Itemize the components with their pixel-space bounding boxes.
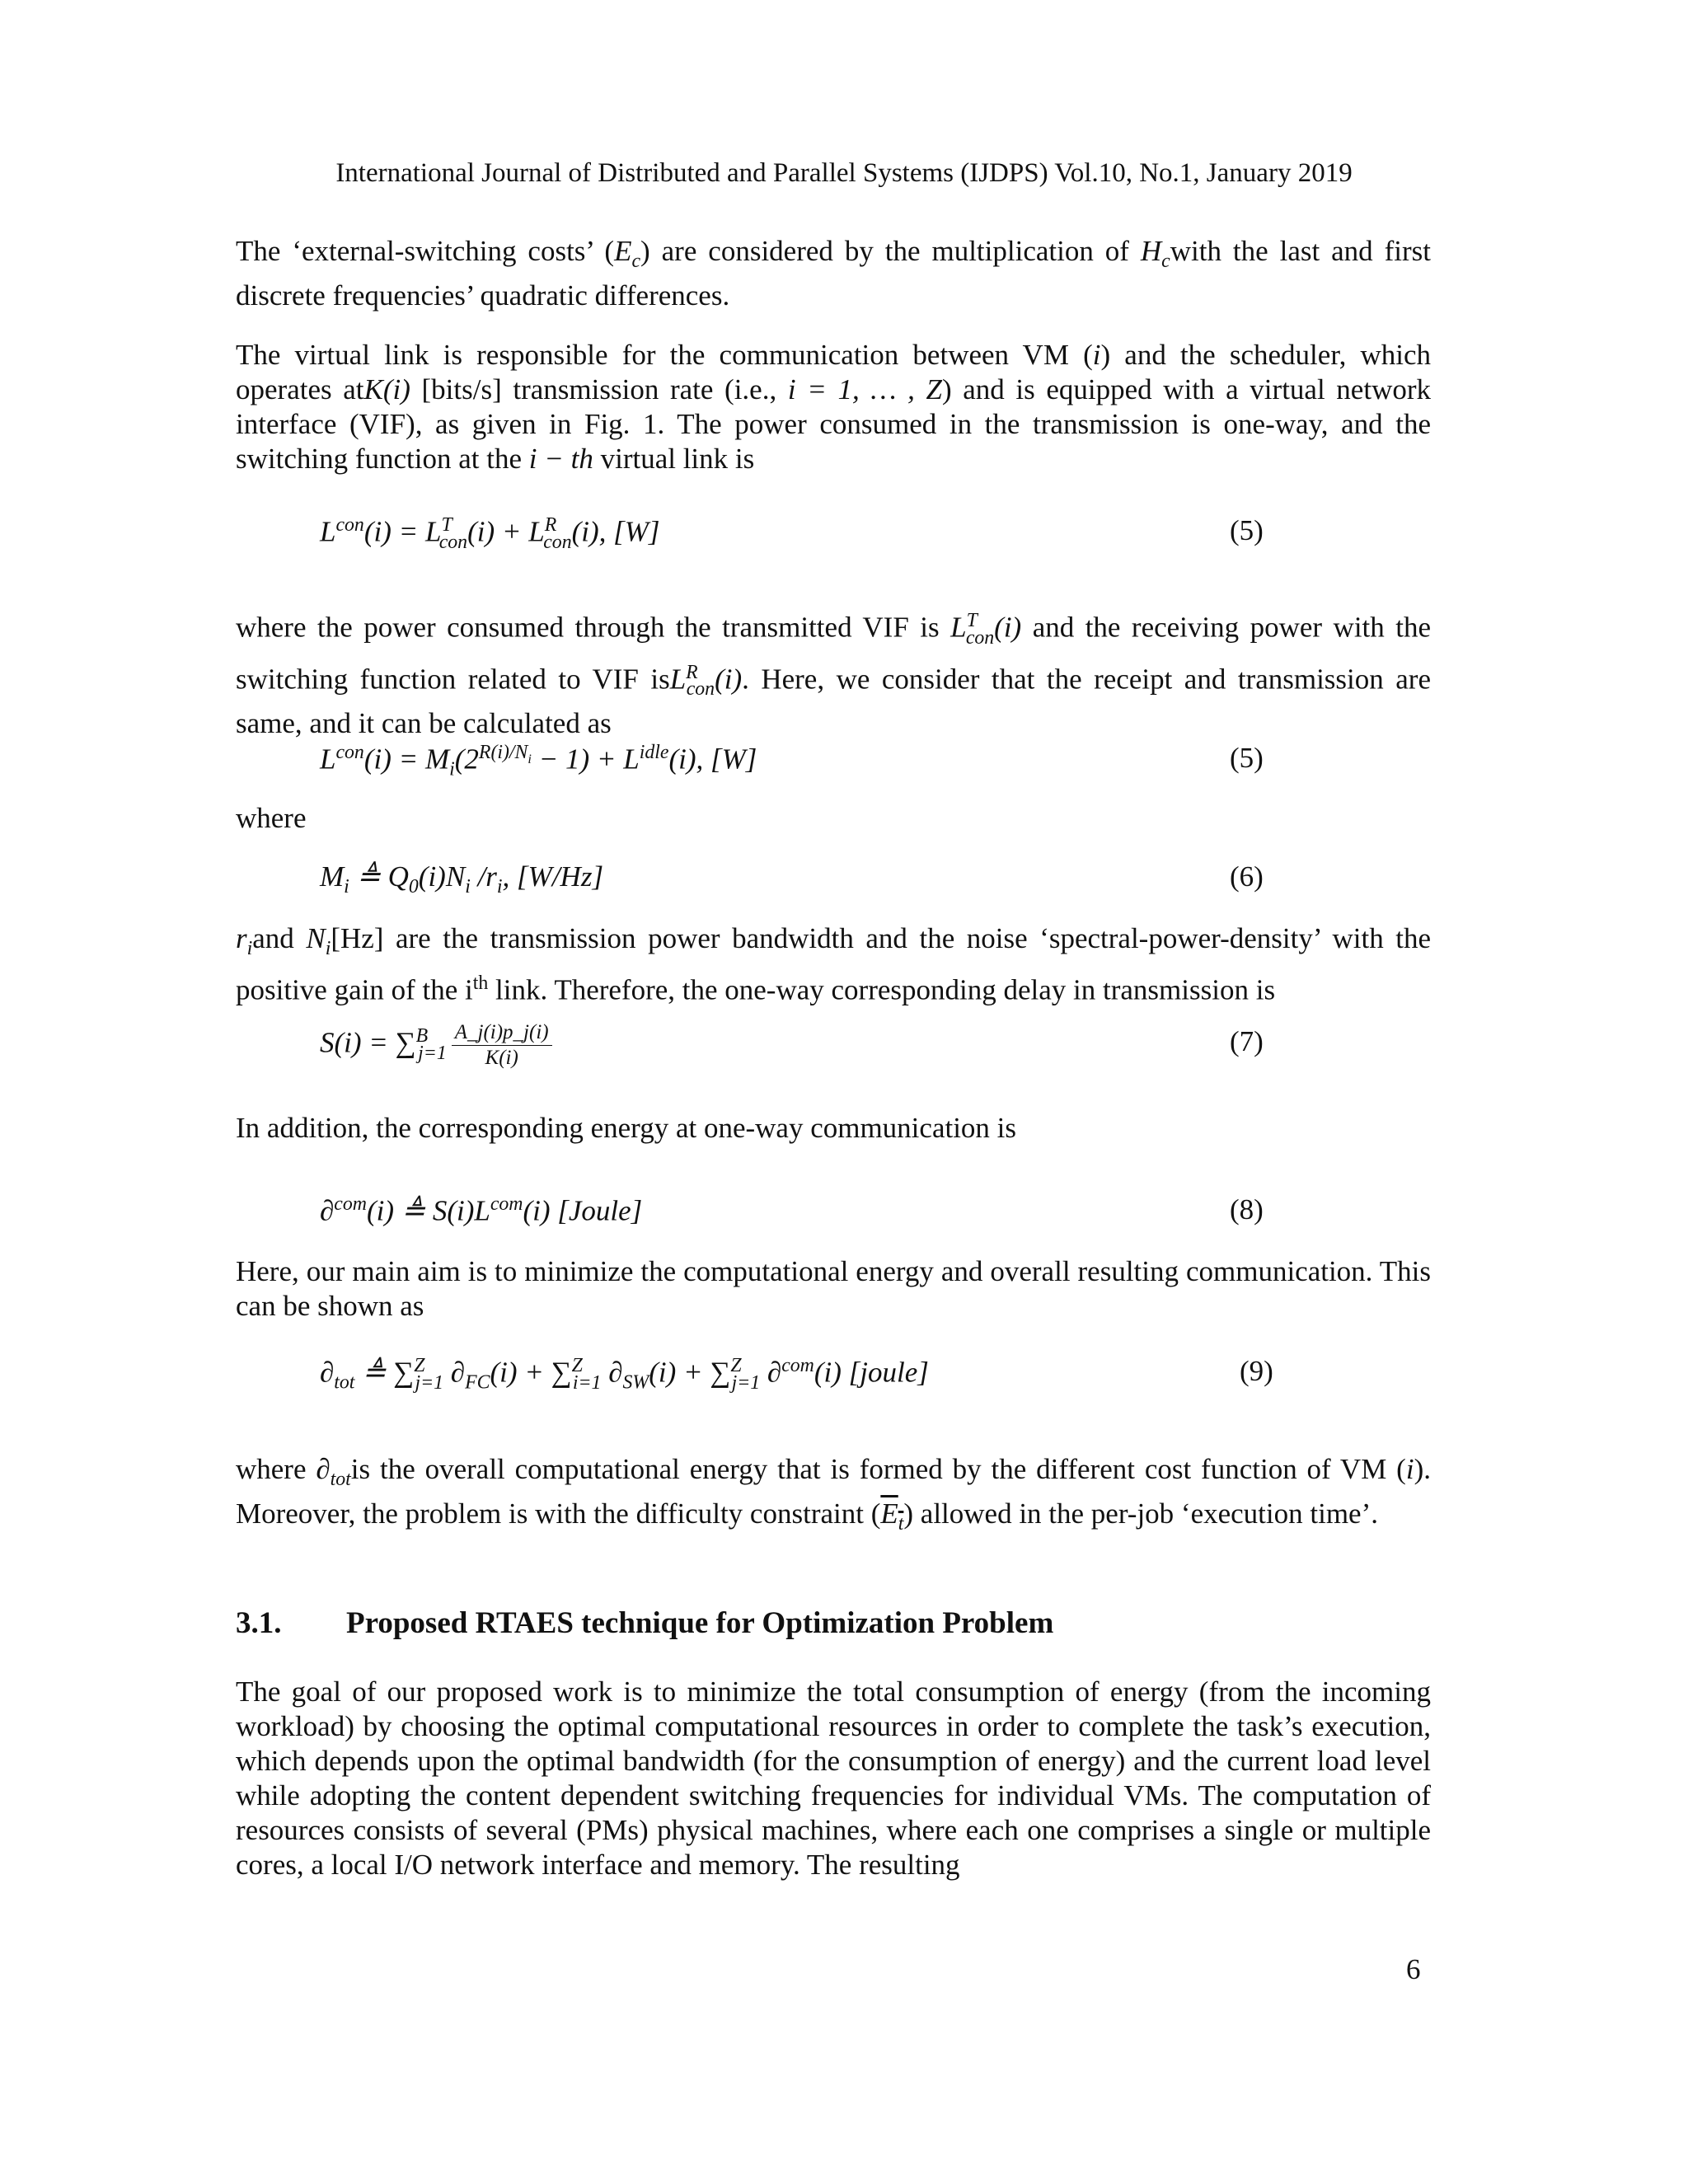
text: with the last and first discrete frequencies’ quadratic differences. [236, 235, 1431, 312]
running-header: International Journal of Distributed and Parallel Systems (IJDPS) Vol.10, No.1, January 2019 [335, 158, 1353, 188]
math-sup: R [544, 514, 557, 536]
math: , [W/Hz] [502, 860, 604, 893]
math: ∂ [443, 1356, 466, 1389]
math-sup: idle [639, 742, 669, 763]
math: L [320, 515, 336, 548]
equation-6 [320, 860, 603, 898]
equation-number: (5) [1230, 742, 1264, 774]
paragraph-external-switching [236, 234, 1431, 313]
math: ∂ [320, 1194, 335, 1227]
section-number: 3.1. [236, 1606, 282, 1640]
text: ). Moreover, the problem is with the difficulty constraint ( [236, 1453, 1431, 1530]
math-sup: Z [730, 1355, 742, 1376]
math: − 1) + L [531, 743, 640, 776]
math-var: L [669, 663, 687, 696]
text: and the receiving power with the switching function related to VIF is [236, 611, 1431, 696]
math: L [320, 743, 336, 776]
math-sub: con [438, 531, 468, 553]
math-var: i = 1, … , Z [787, 373, 942, 405]
math-sub: SW [622, 1371, 649, 1394]
math-sub: i [344, 876, 349, 898]
math: (2 [454, 743, 479, 776]
paragraph-goal: The goal of our proposed work is to minimize the total consumption of energy (from the incoming workload) by choosing the optimal computational resources in order to complete the task’s execution, which depends upon the optimal bandwidth (for the consumption of energy) and the current load level while adopting the content dependent switching frequencies for individual VMs. The computation of resources consists of several (PMs) physical machines, where each one comprises a single or multiple cores, a local I/O network interface and memory. The resulting [236, 1675, 1431, 1881]
math-sup: R [686, 661, 698, 683]
math-sub: i=1 [572, 1371, 602, 1394]
math-sup: com [781, 1355, 814, 1376]
math: (i) = M [363, 743, 450, 776]
math: ∂ [760, 1356, 782, 1389]
math-sub: j=1 [418, 1042, 447, 1064]
math-sup: con [335, 514, 364, 536]
math: (i) + ∑ [649, 1356, 731, 1389]
math-sub: i [246, 938, 253, 959]
denominator: K(i) [485, 1047, 518, 1069]
text: is the overall computational energy that is formed by the different cost function of VM ( [350, 1453, 1406, 1485]
math-var: ∂ [316, 1453, 331, 1485]
math-sub: con [965, 626, 995, 649]
math-overline [880, 1497, 904, 1535]
where-label: where [236, 802, 307, 834]
math-var: E [880, 1497, 898, 1530]
math-exp: R(i)/N [478, 742, 528, 763]
math: L [528, 515, 545, 548]
math: M [320, 860, 345, 893]
math-var: r [236, 922, 247, 954]
text: ) and is equipped with a virtual network interface (VIF), as given in Fig. 1. The power consumed in the transmission is one-way, and the switching function at the [236, 373, 1431, 475]
text: where the power consumed through the transmitted VIF is [236, 611, 951, 644]
math-sub: i [465, 876, 471, 898]
math-sup: B [415, 1024, 429, 1047]
text: where [236, 1453, 316, 1485]
superscript: th [472, 972, 489, 994]
math-sup: con [335, 742, 364, 763]
math-sup: Z [571, 1355, 583, 1376]
math-sub: FC [465, 1371, 490, 1394]
math: ≜ Q [349, 860, 409, 893]
math-sub: i [528, 752, 532, 766]
text: The virtual link is responsible for the communication between VM ( [236, 339, 1093, 371]
text: ) and the scheduler, which operates at [236, 339, 1431, 405]
fraction [452, 1020, 552, 1071]
math-sup: com [334, 1193, 367, 1215]
math: (i) ≜ S(i)L [366, 1194, 490, 1227]
math-sub: j=1 [415, 1371, 444, 1394]
equation-9 [320, 1355, 929, 1394]
math-sub: tot [334, 1371, 355, 1394]
math: L [424, 515, 442, 548]
math: (i) + ∑ [490, 1356, 572, 1389]
paragraph-main-aim: Here, our main aim is to minimize the computational energy and overall resulting communication. This can be shown as [236, 1255, 1431, 1322]
section-title: Proposed RTAES technique for Optimization Problem [346, 1606, 1054, 1640]
math-var: (i) [994, 611, 1022, 644]
math: S(i) = ∑ [320, 1026, 416, 1059]
math-var: i [1405, 1453, 1414, 1485]
math: (i), [W] [571, 515, 660, 548]
equation-7 [320, 1020, 552, 1071]
text: [bits/s] transmission rate (i.e., [410, 373, 788, 405]
math-sub: i [325, 938, 331, 959]
math-sub: t [898, 1513, 904, 1535]
math: (i) [Joule] [523, 1194, 643, 1227]
text: link. Therefore, the one-way corresponding delay in transmission is [488, 973, 1276, 1006]
math: ≜ ∑ [354, 1356, 415, 1389]
math-sup: com [490, 1193, 523, 1215]
equation-number: (8) [1230, 1193, 1264, 1226]
math: (i)N [418, 860, 466, 893]
math: (i), [W] [668, 743, 757, 776]
math-var: H [1140, 235, 1162, 267]
math-sub: c [631, 251, 641, 272]
math-sub: 0 [408, 876, 419, 898]
section-heading [236, 1605, 1053, 1641]
text: ) allowed in the per-job ‘execution time’. [903, 1497, 1378, 1530]
equation-number: (7) [1230, 1025, 1264, 1057]
math-sup: Z [414, 1355, 425, 1376]
numerator: A_j(i)p_j(i) [452, 1020, 552, 1046]
math-sub: c [1161, 251, 1170, 272]
math-var: K(i) [363, 373, 410, 405]
math: ∂ [601, 1356, 623, 1389]
math-var: N [306, 922, 326, 954]
math-sup: T [966, 610, 978, 631]
math-var: i − th [528, 443, 593, 475]
text: virtual link is [593, 443, 755, 475]
page-number: 6 [1406, 1953, 1421, 1985]
equation-8 [320, 1193, 642, 1228]
math: (i) + [467, 515, 529, 548]
math-sup [478, 742, 532, 766]
equation-number: (6) [1230, 860, 1264, 893]
text: . Here, we consider that the receipt and transmission are same, and it can be calculated as [236, 663, 1431, 740]
equation-number: (9) [1240, 1355, 1273, 1387]
paragraph-virtual-link [236, 338, 1431, 476]
math-sub: con [686, 678, 715, 701]
math: /r [470, 860, 497, 893]
math-var: (i) [715, 663, 743, 696]
math: (i) = [363, 515, 425, 548]
paragraph-overall-energy [236, 1452, 1431, 1541]
text: The ‘external-switching costs’ ( [236, 235, 615, 267]
text: ) are considered by the multiplication of [640, 235, 1141, 267]
equation-5b [320, 742, 757, 781]
paragraph-bandwidth [236, 921, 1431, 1008]
math: (i) [joule] [814, 1356, 929, 1389]
math-sub: i [449, 758, 455, 780]
math-sub: j=1 [731, 1371, 761, 1394]
equation-5a [320, 514, 660, 554]
math-var: i [1092, 339, 1101, 371]
text: [Hz] are the transmission power bandwidth and the noise ‘spectral-power-density’ with the positive gain of the i [236, 922, 1431, 1006]
math-var: L [950, 611, 967, 644]
equation-number: (5) [1230, 514, 1264, 546]
text: and [252, 922, 307, 954]
paragraph-energy: In addition, the corresponding energy at one-way communication is [236, 1112, 1017, 1144]
math-sup: T [441, 514, 452, 536]
math: ∂ [320, 1356, 335, 1389]
math-var: E [614, 235, 632, 267]
math-sub: con [543, 531, 572, 553]
math-sub: i [496, 876, 503, 898]
paragraph-vif-power [236, 603, 1431, 741]
math-sub: tot [330, 1469, 351, 1490]
